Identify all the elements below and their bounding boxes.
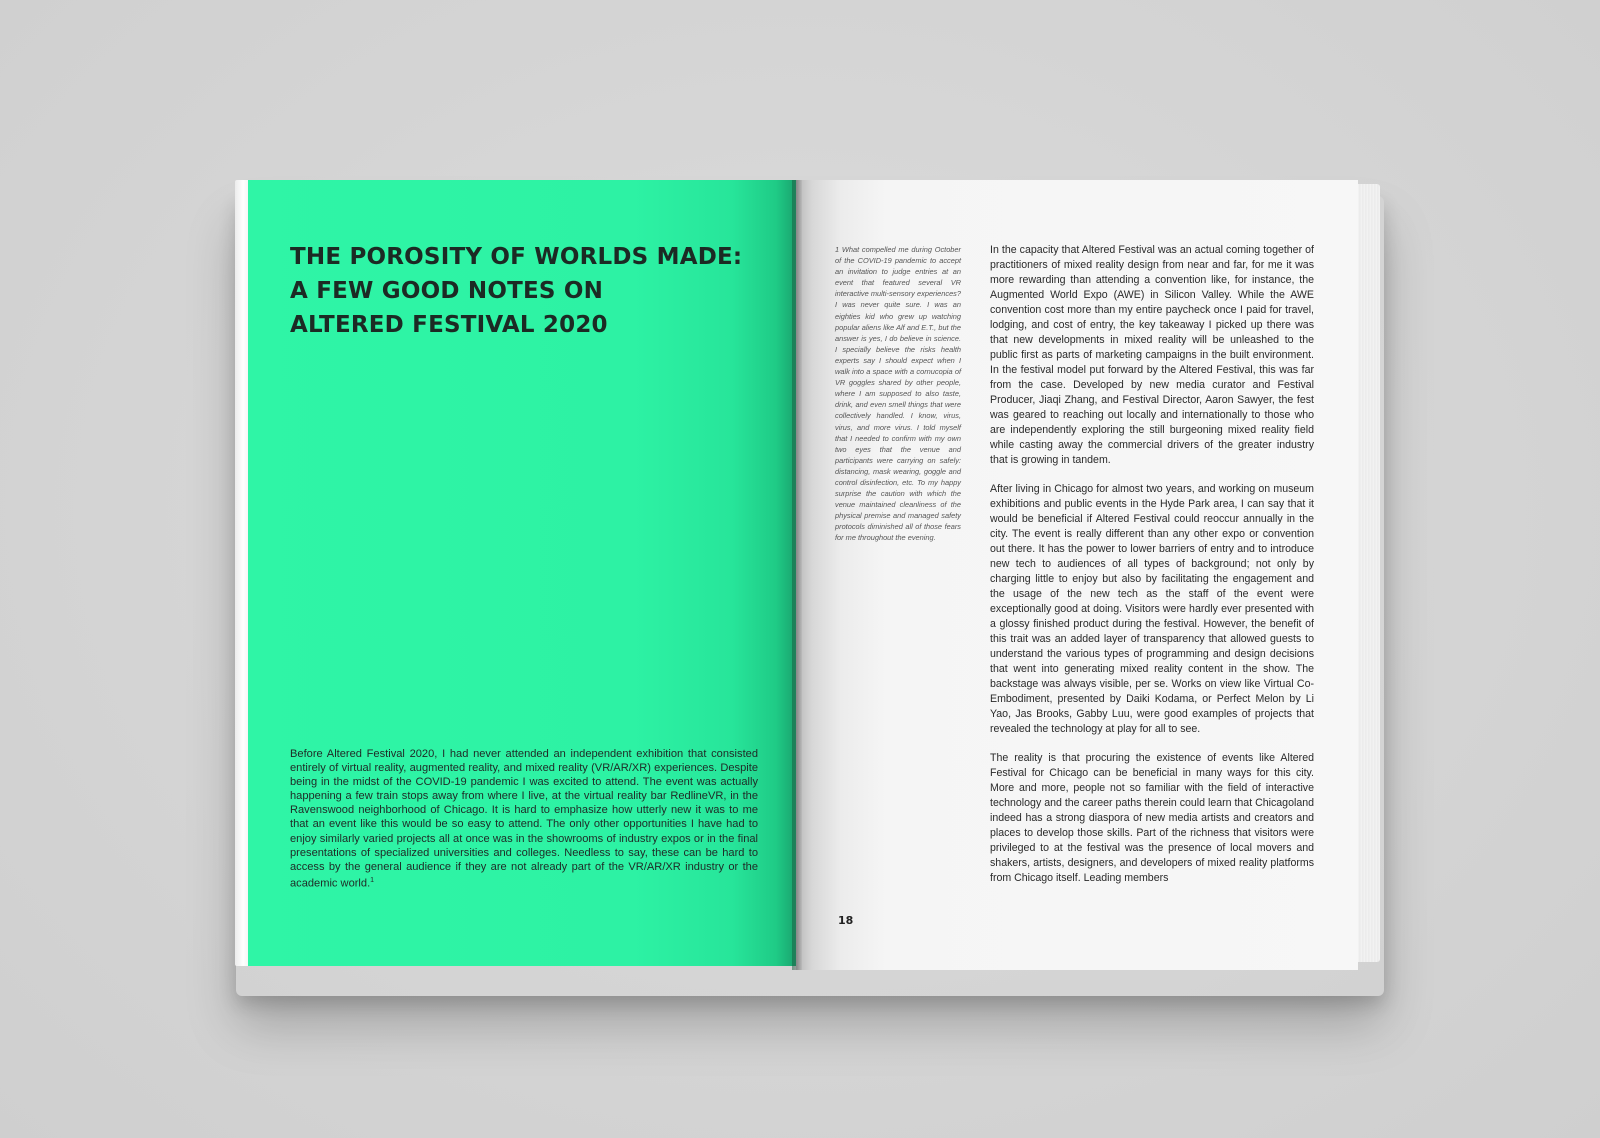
page-number: 18 — [838, 914, 854, 927]
title-line: A FEW GOOD NOTES ON — [290, 278, 604, 304]
right-page — [796, 180, 1358, 970]
left-page-edge — [235, 180, 249, 966]
body-column — [990, 243, 1314, 900]
article-title — [290, 240, 760, 342]
right-page-edge — [1356, 184, 1380, 962]
footnote-marker: 1 — [370, 876, 375, 884]
intro-paragraph — [290, 747, 758, 891]
title-line: ALTERED FESTIVAL 2020 — [290, 312, 608, 338]
body-paragraph: After living in Chicago for almost two years, and working on museum exhibitions and public events in the Hyde Park area, I can say that it would be beneficial if Altered Festival could reoccur annually in the city. The event is really different than any other expo or convention out there. It has the power to lower barriers of entry and to introduce new tech to audiences of all types of background; not only by charging little to enjoy but also by facilitating the engagement and the usage of the new tech as the staff of the event were exceptionally good at doing. Visitors were hardly ever presented with a glossy finished product during the festival. However, the benefit of this trait was an added layer of transparency that allowed guests to understand the various types of programming and design decisions that went into generating mixed reality content in the show. The backstage was always visible, per se. Works on view like Virtual Co-Embodiment, presented by Daiki Kodama, or Perfect Melon by Li Yao, Jas Brooks, Gabby Luu, were good examples of projects that revealed the technology at play for all to see. — [990, 483, 1314, 735]
body-paragraph: The reality is that procuring the existence of events like Altered Festival for Chicago can be beneficial in many ways for this city. More and more, people not so familiar with the field of interactive technology and the career paths therein could learn that Chicagoland indeed has a strong diaspora of new media artists and creators and places to develop those skills. Part of the richness that visitors were privileged to at the festival was the presence of local movers and shakers, artists, designers, and developers of mixed reality platforms from Chicago itself. Leading members — [990, 752, 1314, 884]
body-paragraph: In the capacity that Altered Festival was an actual coming together of practitioners of mixed reality design from near and far, for me it was more rewarding than attending a convention like, for instance, the Augmented World Expo (AWE) in Silicon Valley. While the AWE convention cost more than my entire paycheck once I paid for travel, lodging, and cost of entry, the key takeaway I picked up there was that new developments in mixed reality will be unleashed to the public first as parts of marketing campaigns in the built environment. In the festival model put forward by the Altered Festival, this was far from the case. Developed by new media curator and Festival Producer, Jiaqi Zhang, and Festival Director, Aaron Sawyer, the fest was geared to reaching out locally and internationally to those who are independently exploring the still burgeoning mixed reality field while casting away the commercial drivers of the greater industry that is growing in tandem. — [990, 244, 1314, 466]
left-page — [248, 180, 798, 966]
intro-text: Before Altered Festival 2020, I had never attended an independent exhibition that consisted entirely of virtual reality, augmented reality, and mixed reality (VR/AR/XR) experiences. Despite being in the midst of the COVID-19 pandemic I was excited to attend. The event was actually happening a few train stops away from where I live, at the virtual reality bar RedlineVR, in the Ravenswood neighborhood of Chicago. It is hard to emphasize how utterly new it was to me that an event like this would be so easy to attend. The only other opportunities I have had to enjoy similarly varied projects all at once was in the showrooms of industry expos or in the final presentations of specialized universities and colleges. Needless to say, these can be hard to access by the general audience if they are not already part of the VR/AR/XR industry or the academic world. — [290, 748, 758, 890]
spine-gutter — [792, 180, 802, 970]
sidebar-footnote: 1 What compelled me during October of the COVID-19 pandemic to accept an invitation to judge entries at an event that featured several VR interactive multi-sensory experiences? I was never quite sure. I was an eighties kid who grew up watching popular aliens like Alf and E.T., but the answer is yes, I do believe in science. I specially believe the risks health experts say I should expect when I walk into a space with a cornucopia of VR goggles shared by other people, where I am supposed to also taste, drink, and even smell things that were collectively handled. I know, virus, virus, and more virus. I told myself that I needed to confirm with my own two eyes that the venue and participants were carrying on safely: distancing, mask wearing, goggle and control disinfection, etc. To my happy surprise the caution with which the venue maintained cleanliness of the physical premise and managed safety protocols diminished all of those fears for me throughout the evening. — [835, 245, 961, 543]
title-line: THE POROSITY OF WORLDS MADE: — [290, 244, 743, 270]
